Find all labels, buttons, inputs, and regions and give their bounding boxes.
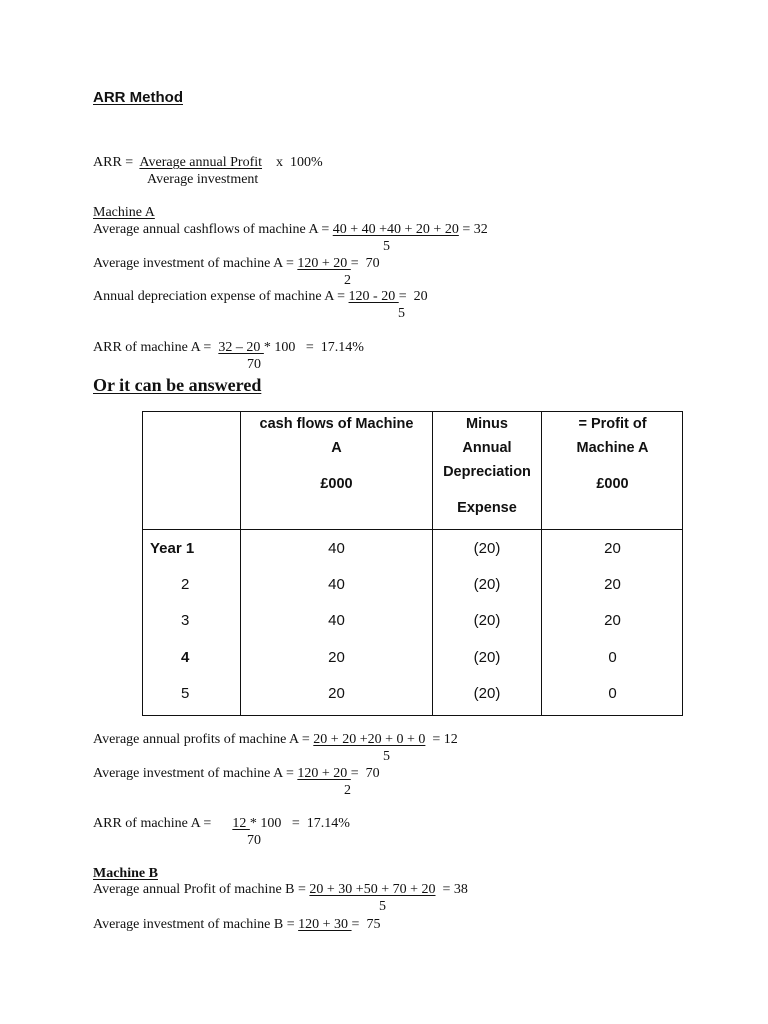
- cashflow-label: Average annual cashflows of machine A =: [93, 222, 333, 237]
- alt-investment-divisor: 2: [344, 783, 351, 798]
- row-depreciation: (20): [473, 612, 501, 629]
- arr-label: ARR of machine A =: [93, 340, 219, 355]
- row-depreciation: (20): [473, 540, 501, 557]
- header-depreciation: Minus Annual Depreciation Expense: [443, 416, 531, 516]
- header-profit: = Profit of Machine A £000: [576, 416, 649, 492]
- machine-b-profit-label: Average annual Profit of machine B =: [93, 882, 310, 897]
- alternative-heading: Or it can be answered: [93, 375, 262, 395]
- row-depreciation: (20): [473, 649, 501, 666]
- row-profit: 20: [604, 612, 621, 629]
- machine-b-investment-result: = 75: [351, 917, 381, 932]
- row-year: 3: [181, 612, 190, 629]
- row-profit: 20: [604, 576, 621, 593]
- formula-numerator: Average annual Profit: [139, 155, 263, 170]
- alt-arr-divisor: 70: [247, 833, 261, 848]
- investment-divisor: 2: [344, 273, 351, 288]
- formula-lhs: ARR =: [93, 155, 137, 170]
- machine-b-investment-expression: 120 + 30: [298, 917, 352, 932]
- row-cash: 40: [328, 576, 345, 593]
- machine-a-depreciation-line: [93, 290, 428, 304]
- formula-denominator: Average investment: [147, 172, 259, 187]
- row-cash: 20: [328, 685, 345, 702]
- row-year: Year 1: [150, 540, 195, 557]
- alt-profits-line: [93, 733, 458, 747]
- investment-label: Average investment of machine A =: [93, 256, 298, 271]
- arr-result: * 100 = 17.14%: [263, 340, 364, 355]
- machine-b-investment-label: Average investment of machine B =: [93, 917, 299, 932]
- row-depreciation: (20): [473, 576, 501, 593]
- alt-investment-expression: 120 + 20: [297, 766, 351, 781]
- profit-table: [142, 411, 683, 716]
- row-cash: 40: [328, 540, 345, 557]
- alt-arr-expression: 12: [232, 816, 250, 831]
- row-profit: 0: [608, 649, 617, 666]
- row-year: 2: [181, 576, 190, 593]
- alt-profits-result: = 12: [425, 732, 458, 747]
- alt-profits-label: Average annual profits of machine A =: [93, 732, 314, 747]
- machine-a-cashflow-line: [93, 223, 488, 237]
- row-profit: 20: [604, 540, 621, 557]
- machine-b-heading: Machine B: [93, 866, 158, 881]
- machine-b-profit-expression: 20 + 30 +50 + 70 + 20: [309, 882, 436, 897]
- depreciation-divisor: 5: [398, 306, 405, 321]
- alt-investment-line: [93, 767, 380, 781]
- alt-arr-label: ARR of machine A =: [93, 816, 233, 831]
- cashflow-expression: 40 + 40 +40 + 20 + 20: [332, 222, 459, 237]
- machine-a-arr-line: [93, 341, 364, 355]
- formula-multiplier: x 100%: [276, 155, 323, 170]
- row-cash: 40: [328, 612, 345, 629]
- arr-expression: 32 – 20: [218, 340, 264, 355]
- formula-line: [93, 156, 323, 170]
- machine-b-profit-result: = 38: [435, 882, 468, 897]
- machine-a-investment-line: [93, 257, 380, 271]
- machine-b-profit-line: [93, 883, 468, 897]
- row-profit: 0: [608, 685, 617, 702]
- cashflow-result: = 32: [458, 222, 488, 237]
- row-year: 4: [181, 649, 190, 666]
- alt-profits-divisor: 5: [383, 749, 390, 764]
- alt-investment-result: = 70: [350, 766, 380, 781]
- machine-b-profit-divisor: 5: [379, 899, 386, 914]
- alt-arr-line: [93, 817, 350, 831]
- cashflow-divisor: 5: [383, 239, 390, 254]
- header-cash-flows: cash flows of Machine A £000: [259, 416, 414, 492]
- header-divider: [143, 529, 682, 530]
- row-cash: 20: [328, 649, 345, 666]
- row-year: 5: [181, 685, 190, 702]
- machine-b-investment-line: [93, 918, 380, 932]
- arr-divisor: 70: [247, 357, 261, 372]
- alt-profits-expression: 20 + 20 +20 + 0 + 0: [313, 732, 426, 747]
- investment-result: = 70: [350, 256, 380, 271]
- depreciation-result: = 20: [398, 289, 428, 304]
- alt-arr-result: * 100 = 17.14%: [249, 816, 350, 831]
- alt-investment-label: Average investment of machine A =: [93, 766, 298, 781]
- machine-a-heading: Machine A: [93, 205, 155, 220]
- investment-expression: 120 + 20: [297, 256, 351, 271]
- depreciation-expression: 120 - 20: [348, 289, 399, 304]
- row-depreciation: (20): [473, 685, 501, 702]
- page-title: ARR Method: [93, 89, 183, 106]
- depreciation-label: Annual depreciation expense of machine A =: [93, 289, 349, 304]
